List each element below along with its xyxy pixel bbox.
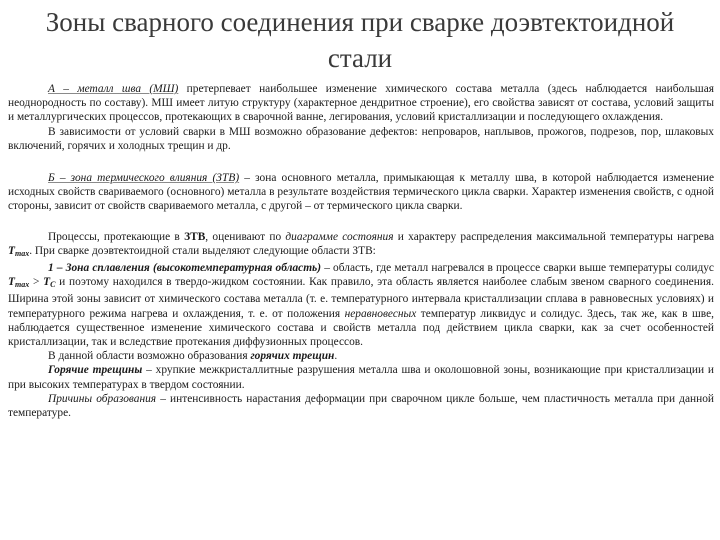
title-line-2: стали xyxy=(327,43,393,73)
text-run: – область, где металл нагревался в процессе сварки выше температуры солидус xyxy=(321,262,714,275)
term-causes: Причины образования xyxy=(48,392,157,405)
paragraph-defects xyxy=(8,125,714,153)
term-weld-metal: А – металл шва (МШ) xyxy=(48,83,179,95)
text-run: В данной области возможно образования xyxy=(48,350,251,363)
symbol-letter: T xyxy=(8,276,15,289)
text-run: Процессы, протекающие в xyxy=(48,230,185,243)
term-nonequilibrium: неравновесных xyxy=(344,307,417,320)
title-line-1: Зоны сварного соединения при сварке доэвтектоидной xyxy=(45,7,675,37)
paragraph-weld-metal xyxy=(8,82,714,125)
text-run: и поэтому находился в твердо-жидком состоянии. Как правило, эта область является наиболее слабым звеном сварного соединения. Ширина этой зоны зависит от химического состава металла (т. е. температурного интервала кристаллизации сплава в равновесных условиях) и температурного режима нагрева и охлаждения, т. е. от положения xyxy=(8,276,714,320)
page-title xyxy=(0,4,720,76)
text-run: , оценивают по xyxy=(205,230,286,243)
symbol-tmax xyxy=(8,245,29,257)
paragraph-fusion-zone xyxy=(8,261,714,349)
abbr-ztv: ЗТВ xyxy=(184,230,206,243)
paragraph-text: В зависимости от условий сварки в МШ возможно образование дефектов: непроваров, наплывов, прожогов, подрезов, пор, шлаковых включений, горячих и холодных трещин и др. xyxy=(8,125,714,152)
paragraph-hot-cracks-intro xyxy=(8,349,714,363)
term-hot-cracks: горячих трещин xyxy=(250,350,335,363)
paragraph-processes xyxy=(8,230,714,261)
symbol-subscript: max xyxy=(14,280,30,290)
document-body xyxy=(8,82,714,420)
paragraph-text: – зона основного металла, примыкающая к металлу шва, в которой наблюдается изменение исходных свойств свариваемого (основного) металла в результате воздействия термического цикла сварки. Характер изменения свойств, с одной стороны, зависит от свойств свариваемого металла, с другой – от термического цикла сварки. xyxy=(8,172,714,213)
text-run: и характеру распределения максимальной температуры нагрева xyxy=(393,230,714,243)
term-fusion-zone: 1 – Зона сплавления (высокотемпературная область) xyxy=(48,262,322,275)
term-phase-diagram: диаграмме состояния xyxy=(285,230,394,243)
symbol-tmax xyxy=(8,276,29,288)
text-run: . xyxy=(334,350,338,363)
paragraph-haz xyxy=(8,171,714,214)
paragraph-causes xyxy=(8,392,714,420)
symbol-letter: T xyxy=(8,244,15,257)
paragraph-text: – хрупкие межкристаллитные разрушения металла шва и околошовной зоны, возникающие при кристаллизации и при высоких температурах в твердом состоянии. xyxy=(8,364,715,391)
symbol-subscript: C xyxy=(50,280,56,290)
text-run: > xyxy=(29,276,44,289)
text-run: температур ликвидус и солидус. Здесь, так же, как в шве, наблюдается существенное изменение химического состава и свойств металла под действием цикла сварки, как за счет особенностей кристаллизации, так и вследствие протекания диффузионных процессов. xyxy=(8,307,714,349)
term-haz: Б – зона термического влияния (ЗТВ) xyxy=(48,172,240,185)
symbol-subscript: max xyxy=(14,248,30,258)
symbol-tc xyxy=(43,276,55,288)
paragraph-text: претерпевает наибольшее изменение химического состава металла (здесь наблюдается наибольшая неоднородность по составу). МШ имеет литую структуру (характерное дендритное строение), его свойства зависят от состава, условий защиты и металлургических процессов, протекающих в сварочной ванне, легирования, условий кристаллизации и последующего охлаждения. xyxy=(8,83,714,124)
paragraph-hot-cracks-def xyxy=(8,363,714,391)
symbol-letter: T xyxy=(43,276,51,289)
text-run: . При сварке доэвтектоидной стали выделяют следующие области ЗТВ: xyxy=(29,244,376,257)
term-hot-cracks: Горячие трещины xyxy=(48,364,143,377)
paragraph-text: – интенсивность нарастания деформации при сварочном цикле больше, чем пластичность металла при данной температуре. xyxy=(8,392,714,420)
